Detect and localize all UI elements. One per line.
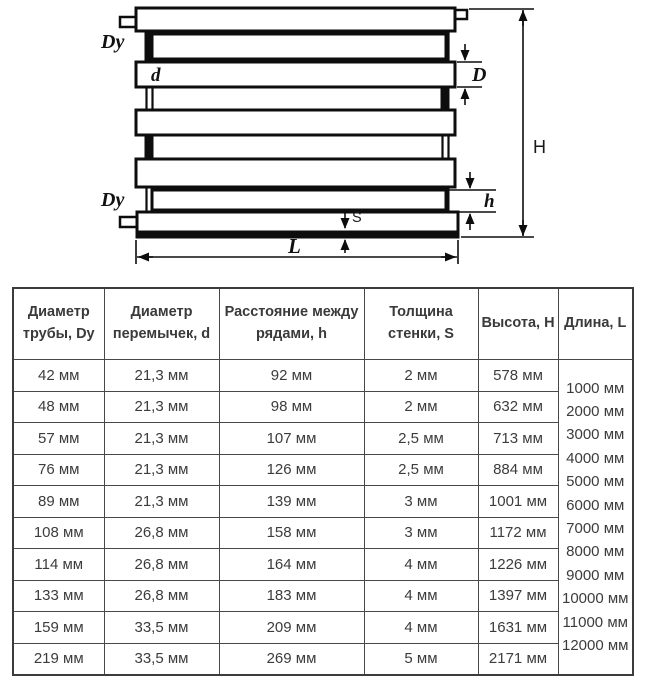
cell-s: 5 мм (364, 643, 478, 675)
table-row (13, 391, 633, 423)
cell-h: 183 мм (219, 580, 364, 612)
cell-dy: 108 мм (13, 517, 104, 549)
cell-s: 2,5 мм (364, 454, 478, 486)
jumper-right-thick-1 (441, 87, 450, 110)
pipe-row-6 (152, 190, 446, 210)
pipe-row-4 (136, 110, 455, 135)
cell-dy: 219 мм (13, 643, 104, 675)
cell-dy: 133 мм (13, 580, 104, 612)
table-row (13, 423, 633, 455)
cell-height: 2171 мм (478, 643, 558, 675)
table-row (13, 643, 633, 675)
length-value: 6000 мм (566, 496, 625, 514)
pipe-row-1 (136, 8, 455, 31)
col-header-row-spacing: Расстояние между рядами, h (219, 288, 364, 360)
cell-s: 3 мм (364, 517, 478, 549)
cell-h: 98 мм (219, 391, 364, 423)
col-header-length: Длина, L (558, 288, 633, 360)
inlet-stub-bottom-left (120, 217, 137, 227)
cell-height: 1631 мм (478, 612, 558, 644)
cell-dy: 48 мм (13, 391, 104, 423)
cell-d: 26,8 мм (104, 517, 219, 549)
length-value: 10000 мм (561, 590, 629, 608)
cell-s: 4 мм (364, 612, 478, 644)
cell-height: 713 мм (478, 423, 558, 455)
cell-s: 2 мм (364, 391, 478, 423)
length-value: 1000 мм (566, 379, 625, 397)
label-jumper-diameter: d (151, 65, 161, 86)
col-header-height: Высота, H (478, 288, 558, 360)
inlet-stub-top-left (120, 17, 136, 27)
cell-length-merged (558, 360, 633, 676)
cell-dy: 76 мм (13, 454, 104, 486)
cell-s: 2 мм (364, 360, 478, 392)
length-value: 7000 мм (566, 520, 625, 537)
label-dy-bottom: Dy (101, 189, 125, 211)
length-value: 2000 мм (566, 402, 625, 420)
length-value: 3000 мм (566, 426, 625, 444)
pipe-row-5 (136, 159, 455, 187)
table-row (13, 360, 633, 392)
cell-h: 107 мм (219, 423, 364, 455)
cell-d: 21,3 мм (104, 486, 219, 518)
cell-dy: 159 мм (13, 612, 104, 644)
cell-height: 1226 мм (478, 549, 558, 581)
label-wall-thickness: S (352, 210, 362, 226)
cell-height: 1172 мм (478, 517, 558, 549)
label-row-spacing: h (484, 191, 495, 212)
length-value: 9000 мм (566, 566, 625, 584)
cell-dy: 89 мм (13, 486, 104, 518)
cell-h: 269 мм (219, 643, 364, 675)
cell-d: 21,3 мм (104, 391, 219, 423)
cell-d: 33,5 мм (104, 612, 219, 644)
cell-height: 884 мм (478, 454, 558, 486)
cell-h: 209 мм (219, 612, 364, 644)
pipe-row-3 (136, 62, 455, 87)
dimensions-table (12, 287, 634, 676)
cell-s: 4 мм (364, 549, 478, 581)
cell-d: 26,8 мм (104, 549, 219, 581)
cell-h: 126 мм (219, 454, 364, 486)
label-outer-diameter: D (472, 64, 487, 86)
cell-dy: 42 мм (13, 360, 104, 392)
jumper-left-thick-2 (145, 135, 154, 159)
cell-h: 164 мм (219, 549, 364, 581)
length-value: 5000 мм (566, 473, 625, 491)
table-row (13, 517, 633, 549)
cell-dy: 57 мм (13, 423, 104, 455)
table-row (13, 549, 633, 581)
table-row (13, 454, 633, 486)
label-length: L (288, 234, 301, 258)
table-header (13, 288, 633, 360)
table-body (13, 360, 633, 676)
cell-height: 1397 мм (478, 580, 558, 612)
length-value: 12000 мм (561, 637, 629, 655)
cell-s: 3 мм (364, 486, 478, 518)
cell-d: 26,8 мм (104, 580, 219, 612)
table-row (13, 580, 633, 612)
header-row (13, 288, 633, 360)
cell-d: 33,5 мм (104, 643, 219, 675)
table-row (13, 612, 633, 644)
cell-s: 4 мм (364, 580, 478, 612)
length-value: 4000 мм (566, 449, 625, 467)
cell-dy: 114 мм (13, 549, 104, 581)
inlet-stub-top-right (455, 10, 467, 19)
cell-height: 632 мм (478, 391, 558, 423)
cell-height: 1001 мм (478, 486, 558, 518)
cell-d: 21,3 мм (104, 454, 219, 486)
length-value: 8000 мм (566, 543, 625, 561)
cell-h: 158 мм (219, 517, 364, 549)
length-value: 11000 мм (562, 613, 628, 631)
cell-d: 21,3 мм (104, 423, 219, 455)
cell-h: 92 мм (219, 360, 364, 392)
cell-h: 139 мм (219, 486, 364, 518)
pipe-row-2 (152, 34, 446, 59)
table-row (13, 486, 633, 518)
cell-d: 21,3 мм (104, 360, 219, 392)
cell-height: 578 мм (478, 360, 558, 392)
col-header-jumper-diameter: Диаметр перемычек, d (104, 288, 219, 360)
col-header-pipe-diameter: Диаметр трубы, Dy (13, 288, 104, 360)
cell-s: 2,5 мм (364, 423, 478, 455)
col-header-wall-thickness: Толщина стенки, S (364, 288, 478, 360)
label-height: H (533, 137, 546, 157)
label-dy-top: Dy (101, 31, 125, 53)
register-diagram (0, 0, 647, 280)
